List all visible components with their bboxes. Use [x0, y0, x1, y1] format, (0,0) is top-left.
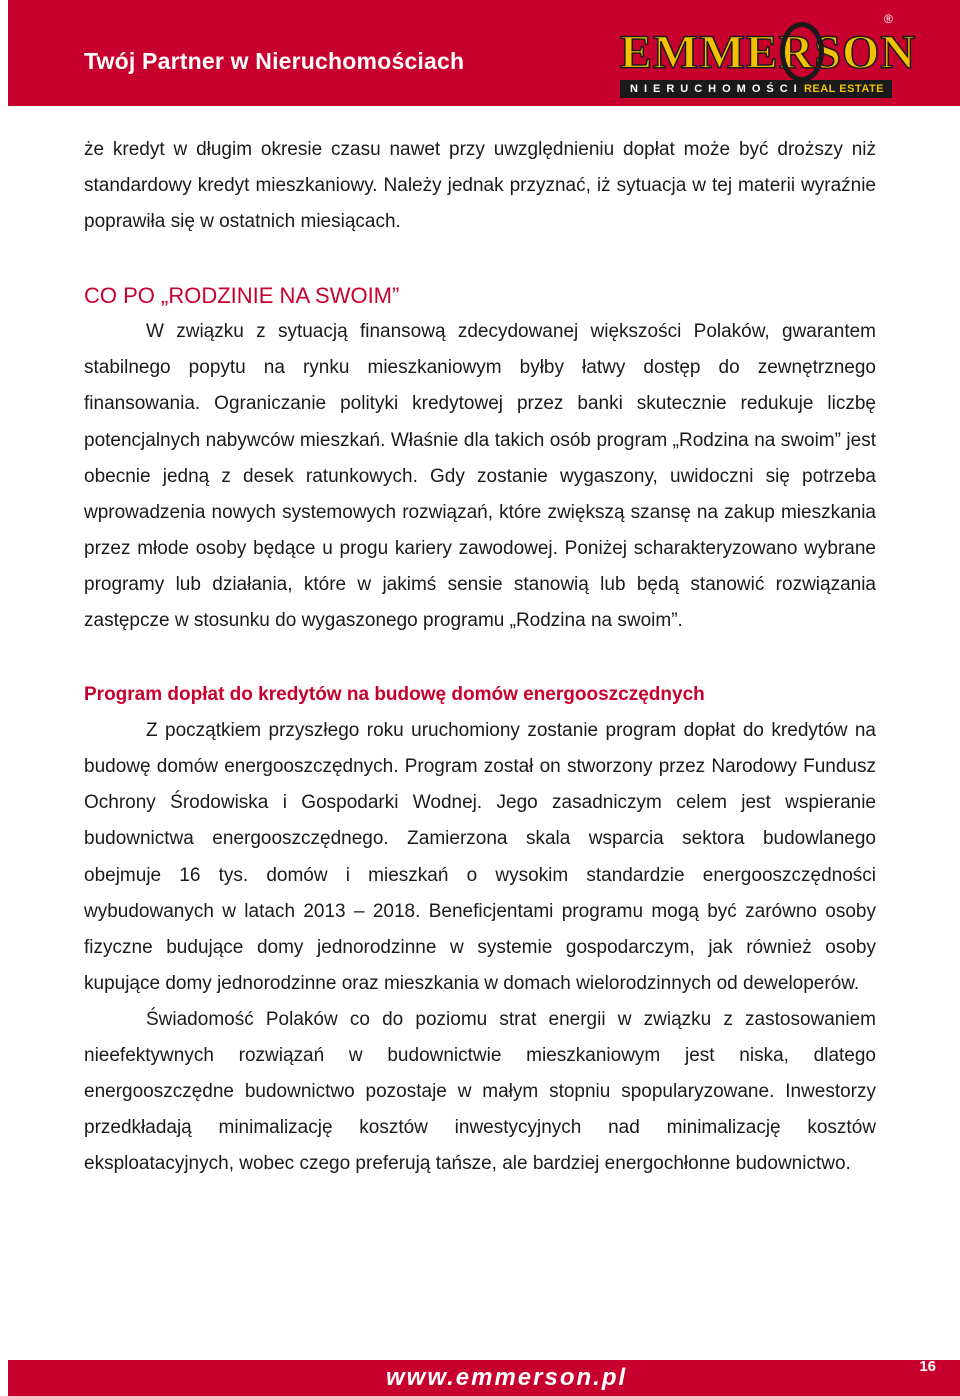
logo-wordmark: EMMERSON [620, 26, 916, 79]
logo-subtitle: NIERUCHOMOŚCI [630, 83, 803, 95]
logo-subtitle-bar [620, 80, 892, 98]
emmerson-logo [620, 12, 916, 100]
paragraph-swiadomosc: Świadomość Polaków co do poziomu strat energii w związku z zastosowaniem nieefektywnych rozwiązań w budownictwie mieszkaniowym jest niska, dlatego energooszczędne budownictwo pozostaje w małym stopniu spopularyzowane. Inwestorzy przedkładają minimalizację kosztów inwestycyjnych nad minimalizację kosztów eksploatacyjnych, wobec czego preferują tańsze, ale bardziej energochłonne budownictwo. [84, 1008, 876, 1175]
paragraph-program: Z początkiem przyszłego roku uruchomiony zostanie program dopłat do kredytów na budowę domów energooszczędnych. Program został on stworzony przez Narodowy Fundusz Ochrony Środowiska i Gospodarki Wodnej. Jego zasadniczym celem jest wspieranie budownictwa energooszczędnego. Zamierzona skala wsparcia sektora budowlanego obejmuje 16 tys. domów i mieszkań o wysokim standardzie energooszczędności wybudowanych w latach 2013 – 2018. Beneficjentami programu mogą być zarówno osoby fizyczne budujące domy jednorodzinne w systemie gospodarczym, jak również osoby kupujące domy jednorodzinne oraz mieszkania w domach wielorodzinnych od deweloperów. [84, 720, 876, 994]
header-title: Twój Partner w Nieruchomościach [84, 48, 465, 74]
footer-url: www.emmerson.pl [386, 1364, 628, 1391]
logo-tag: REAL ESTATE [803, 83, 884, 95]
paragraph-rodzina: W związku z sytuacją finansową zdecydowanej większości Polaków, gwarantem stabilnego popytu na rynku mieszkaniowym byłby łatwy dostęp do zewnętrznego finansowania. Ograniczanie polityki kredytowej przez banki skutecznie redukuje liczbę potencjalnych nabywców mieszkań. Właśnie dla takich osób program „Rodzina na swoim” jest obecnie jedną z desek ratunkowych. Gdy zostanie wygaszony, uwidoczni się potrzeba wprowadzenia nowych systemowych rozwiązań, które zwiększą szansę na zakup mieszkania przez młode osoby będące u progu kariery zawodowej. Poniżej scharakteryzowano wybrane programy lub działania, które w jakimś sensie stanowią lub będą stanowić rozwiązania zastępcze w stosunku do wygaszonego programu „Rodzina na swoim”. [84, 321, 876, 632]
header-bar [8, 0, 960, 106]
paragraph-intro: że kredyt w długim okresie czasu nawet przy uwzględnieniu dopłat może być droższy niż standardowy kredyt mieszkaniowy. Należy jednak przyznać, iż sytuacja w tej materii wyraźnie poprawiła się w ostatnich miesiącach. [84, 139, 876, 233]
logo-ring-icon [780, 22, 824, 82]
footer-bar [8, 1360, 960, 1396]
registered-mark: ® [884, 12, 893, 26]
document-body [84, 132, 876, 1182]
section-heading-program: Program dopłat do kredytów na budowę domów energooszczędnych [84, 684, 705, 706]
page-number: 16 [919, 1358, 936, 1375]
section-heading-rodzina: CO PO „RODZINIE NA SWOIM” [84, 283, 400, 309]
